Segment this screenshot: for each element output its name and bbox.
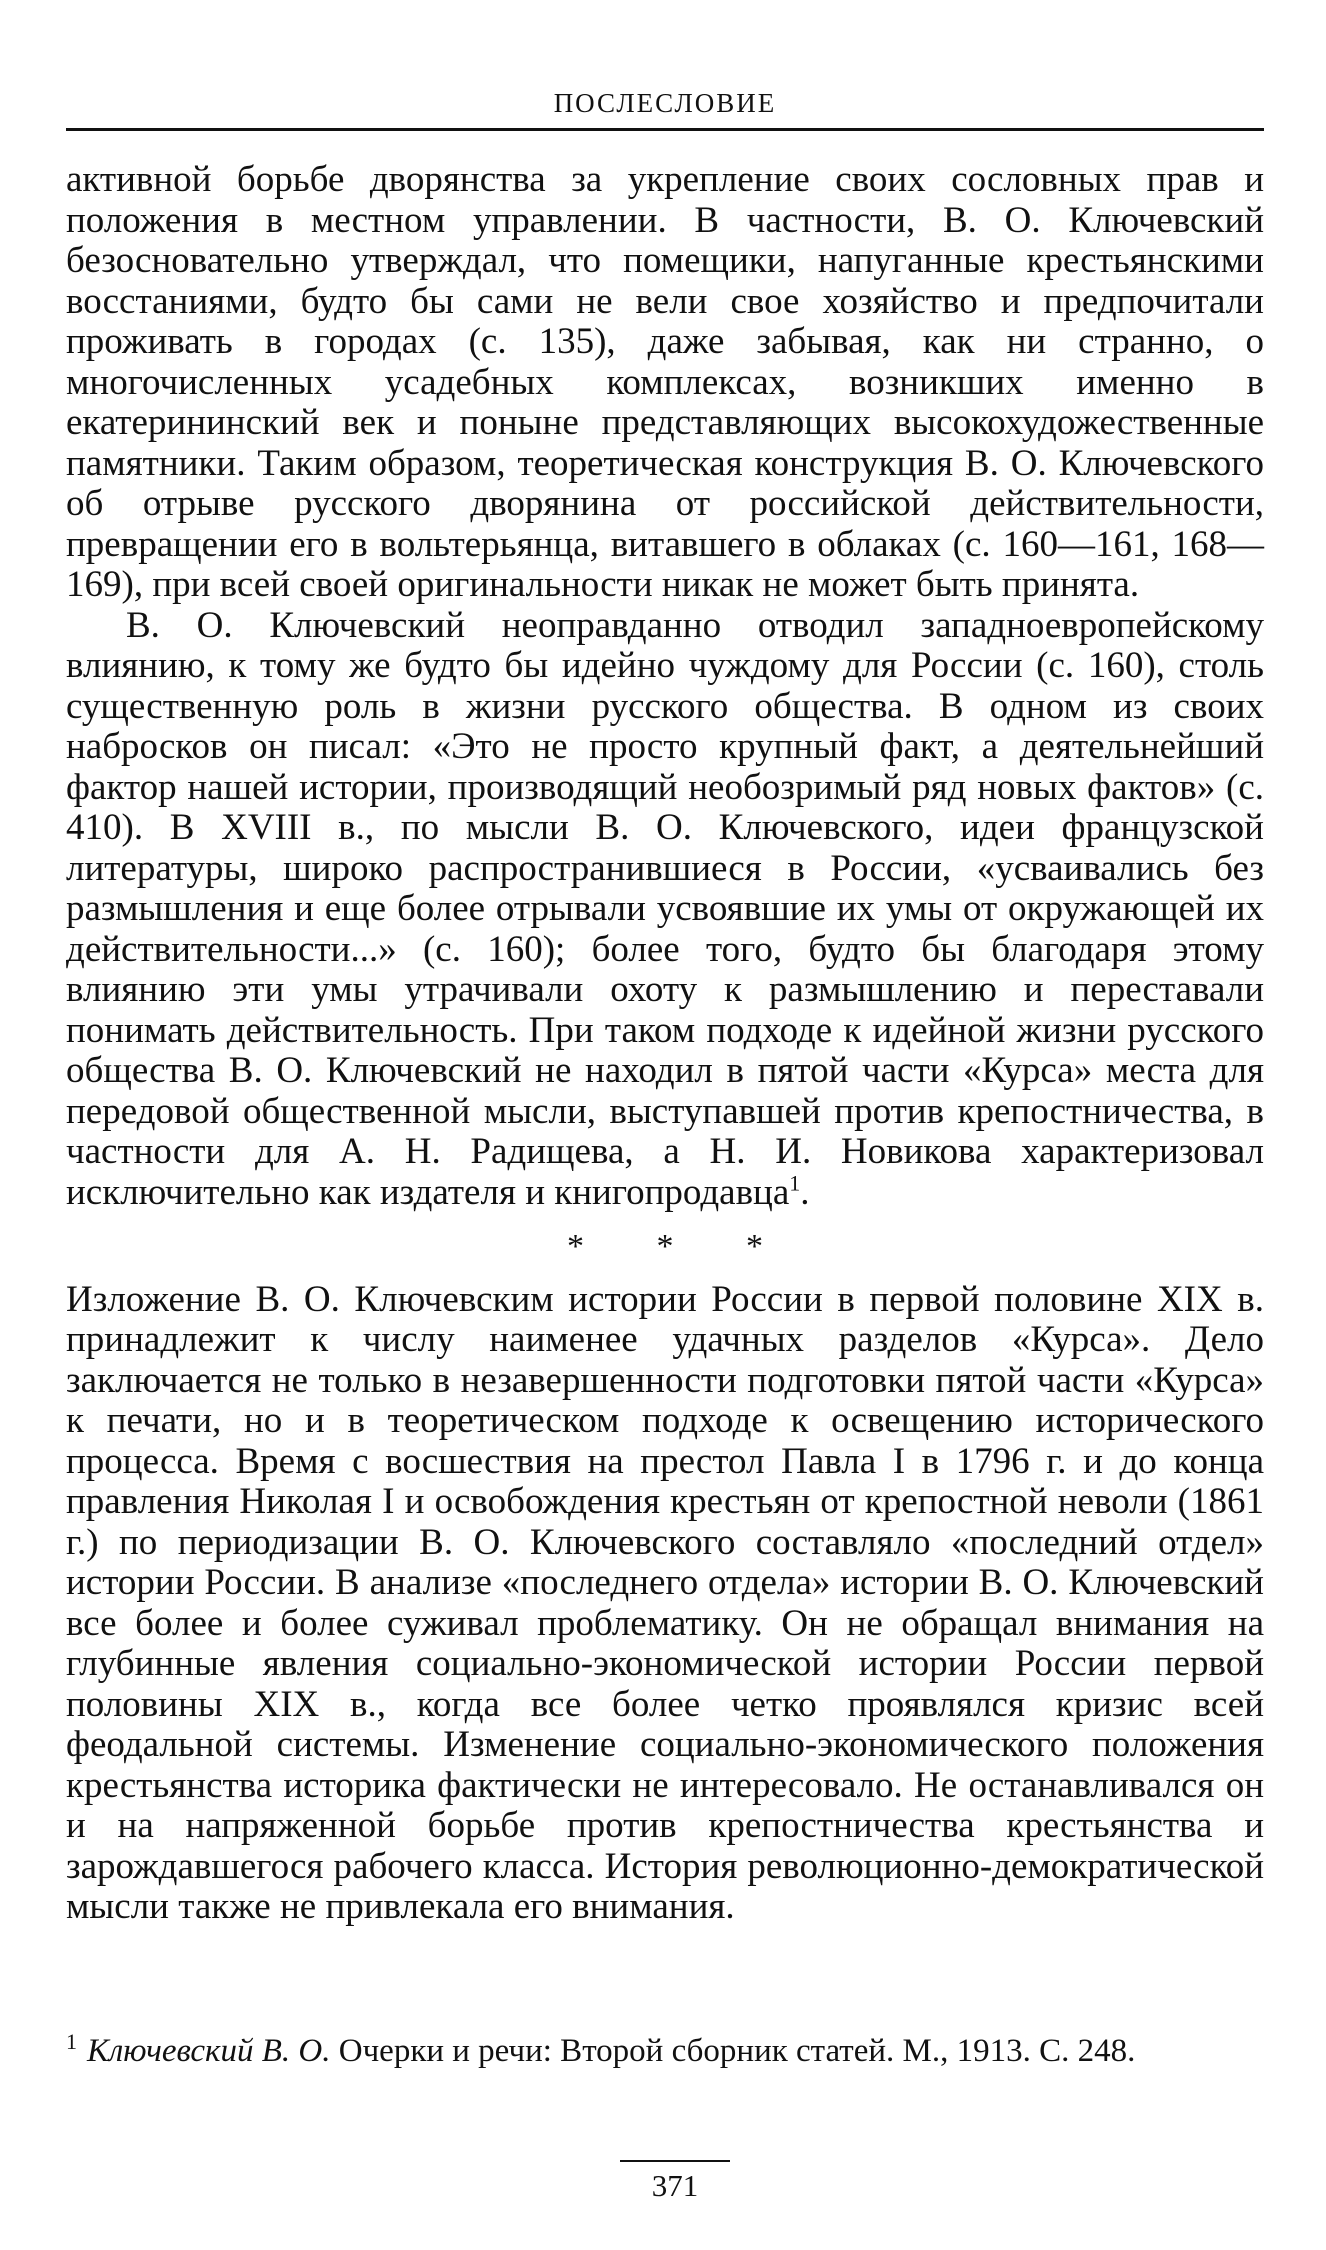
footnote-author: Ключевский В. О. — [87, 2033, 331, 2069]
paragraph-3: Изложение В. О. Ключевским истории России в первой половине XIX в. принадлежит к числу наименее удачных разделов «Курса». Дело заключается не только в незавершенности подготовки пятой части «Курса» к печати, но и в теоретическом подходе к освещению исторического процесса. Время с восшествия на престол Павла I в 1796 г. и до конца правления Николая I и освобождения крестьян от крепостной неволи (1861 г.) по периодизации В. О. Ключевского составляло «последний отдел» истории России. В анализе «последнего отдела» истории В. О. Ключевский все более и более суживал проблематику. Он не обращал внимания на глубинные явления социально-экономической истории России первой половины XIX в., когда все более четко проявлялся кризис всей феодальной системы. Изменение социально-экономического положения крестьянства историка фактически не интересовало. Не останавливался он и на напряженной борьбе против крепостничества крестьянства и зарождавшегося рабочего класса. История революционно-демократической мысли также не привлекала его внимания. — [66, 1278, 1264, 1927]
paragraph-2-text: В. О. Ключевский неоправданно отводил западноевропейскому влиянию, к тому же будто бы идейно чуждому для России (с. 160), столь существенную роль в жизни русского общества. В одном из своих набросков он писал: «Это не просто крупный факт, а деятельнейший фактор нашей истории, производящий необозримый ряд новых фактов» (с. 410). В XVIII в., по мысли В. О. Ключевского, идеи французской литературы, широко распространившиеся в России, «усваивались без размышления и еще более отрывали усвоявшие их умы от окружающей их действительности...» (с. 160); более того, будто бы благодаря этому влиянию эти умы утрачивали охоту к размышлению и переставали понимать действительность. При таком подходе к идейной жизни русского общества В. О. Ключевский не находил в пятой части «Курса» места для передовой общественной мысли, выступавшей против крепостничества, в частности для А. Н. Радищева, а Н. И. Новикова характеризовал исключительно как издателя и книгопродавца — [66, 604, 1264, 1213]
paragraph-2-end: . — [800, 1171, 810, 1213]
paragraph-2 — [66, 606, 1264, 1214]
running-head: ПОСЛЕСЛОВИЕ — [553, 88, 777, 118]
footnote-number: 1 — [66, 2029, 77, 2054]
footnote-text: Очерки и речи: Второй сборник статей. М., 1913. С. 248. — [338, 2033, 1136, 2069]
header-rule — [66, 128, 1264, 131]
paragraph-1: активной борьбе дворянства за укрепление своих сословных прав и положения в местном управлении. В частности, В. О. Ключевский безосновательно утверждал, что помещики, напуганные крестьянскими восстаниями, будто бы сами не вели свое хозяйство и предпочитали проживать в городах (с. 135), даже забывая, как ни странно, о многочисленных усадебных комплексах, возникших именно в екатерининский век и поныне представляющих высокохудожественные памятники. Таким образом, теоретическая конструкция В. О. Ключевского об отрыве русского дворянина от российской действительности, превращении его в вольтерьянца, витавшего в облаках (с. 160—161, 168—169), при всей своей оригинальности никак не может быть принята. — [66, 159, 1264, 605]
section-separator: * * * — [567, 1228, 795, 1265]
page-number-rule — [620, 2160, 730, 2162]
page-number: 371 — [651, 2168, 699, 2203]
body-text — [66, 160, 1264, 1928]
footnote — [66, 2031, 1264, 2071]
footnote-reference[interactable]: 1 — [789, 1170, 801, 1196]
